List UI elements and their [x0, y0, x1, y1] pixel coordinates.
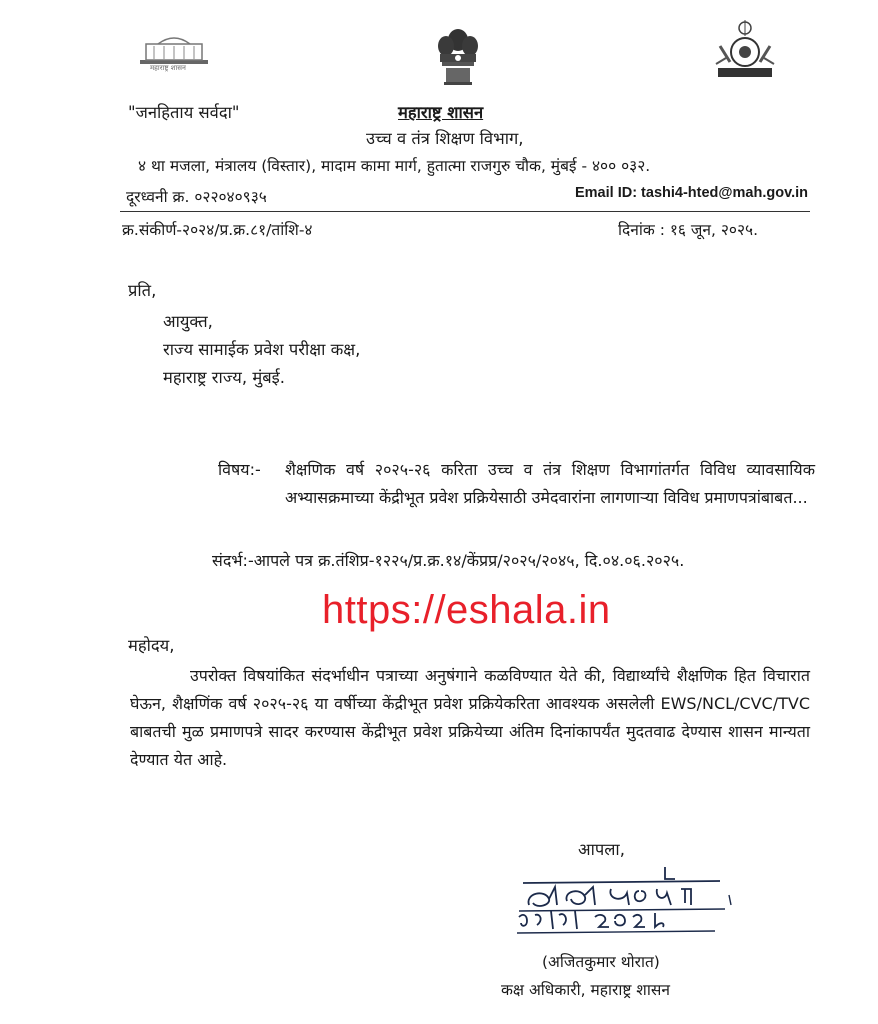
salutation: महोदय,	[128, 636, 175, 655]
closing-yours: आपला,	[578, 840, 625, 859]
government-name: महाराष्ट्र शासन	[398, 103, 484, 122]
maharashtra-seal	[712, 18, 778, 82]
body-paragraph: उपरोक्त विषयांकित संदर्भाधीन पत्राच्या अनुषंगाने कळविण्यात येते की, विद्यार्थ्यांचे शैक्षणिक हित विचारात घेऊन, शैक्षणिंक वर्ष २०२५-२६ या वर्षीच्या केंद्रीभूत प्रवेश प्रक्रियेकरिता आवश्यक असलेली EWS/NCL/CVC/TVC बाबतची मुळ प्रमाणपत्रे सादर करण्यास केंद्रीभूत प्रवेश प्रक्रियेच्या अंतिम दिनांकापर्यंत मुदतवाढ देण्यास शासन मान्यता देण्यात येत आहे.	[130, 666, 810, 769]
header-divider	[120, 211, 810, 212]
signatory-designation: कक्ष अधिकारी, महाराष्ट्र शासन	[501, 981, 670, 999]
signatory-name: (अजितकुमार थोरात)	[542, 953, 660, 971]
reference-number: क्र.संकीर्ण-२०२४/प्र.क्र.८१/तांशि-४	[122, 221, 313, 239]
office-address: ४ था मजला, मंत्रालय (विस्तार), मादाम कामा मार्ग, हुतात्मा राजगुरु चौक, मुंबई - ४०० ०३२.	[138, 157, 651, 175]
phone-number: दूरध्वनी क्र. ०२२०४०९३५	[126, 188, 267, 206]
email-address: Email ID: tashi4-hted@mah.gov.in	[574, 185, 808, 201]
subject-label: विषय:-	[218, 460, 261, 479]
national-emblem	[432, 26, 484, 88]
department-name: उच्च व तंत्र शिक्षण विभाग,	[366, 129, 524, 148]
signature	[515, 865, 745, 945]
recipient-office: राज्य सामाईक प्रवेश परीक्षा कक्ष,	[163, 340, 361, 359]
reference-text: संदर्भ:-आपले पत्र क्र.तंशिप्र-१२२५/प्र.क्र.१४/केंप्रप्र/२०२५/२०४५, दि.०४.०६.२०२५.	[212, 551, 685, 570]
left-logo-text: महाराष्ट्र शासन	[150, 64, 186, 72]
watermark-url: https://eshala.in	[322, 588, 611, 632]
recipient-to: प्रति,	[128, 281, 157, 300]
recipient-title: आयुक्त,	[163, 312, 213, 331]
mantralaya-logo	[138, 30, 210, 72]
subject-text: शैक्षणिक वर्ष २०२५-२६ करिता उच्च व तंत्र शिक्षण विभागांतर्गत विविध व्यावसायिक अभ्यासक्रमाच्या केंद्रीभूत प्रवेश प्रक्रियेसाठी उमेदवारांना लागणाऱ्या विविध प्रमाणपत्रांबाबत...	[285, 460, 815, 507]
letter-date: दिनांक : १६ जून, २०२५.	[618, 221, 759, 239]
motto: "जनहिताय सर्वदा"	[128, 103, 240, 122]
recipient-location: महाराष्ट्र राज्य, मुंबई.	[163, 368, 285, 387]
